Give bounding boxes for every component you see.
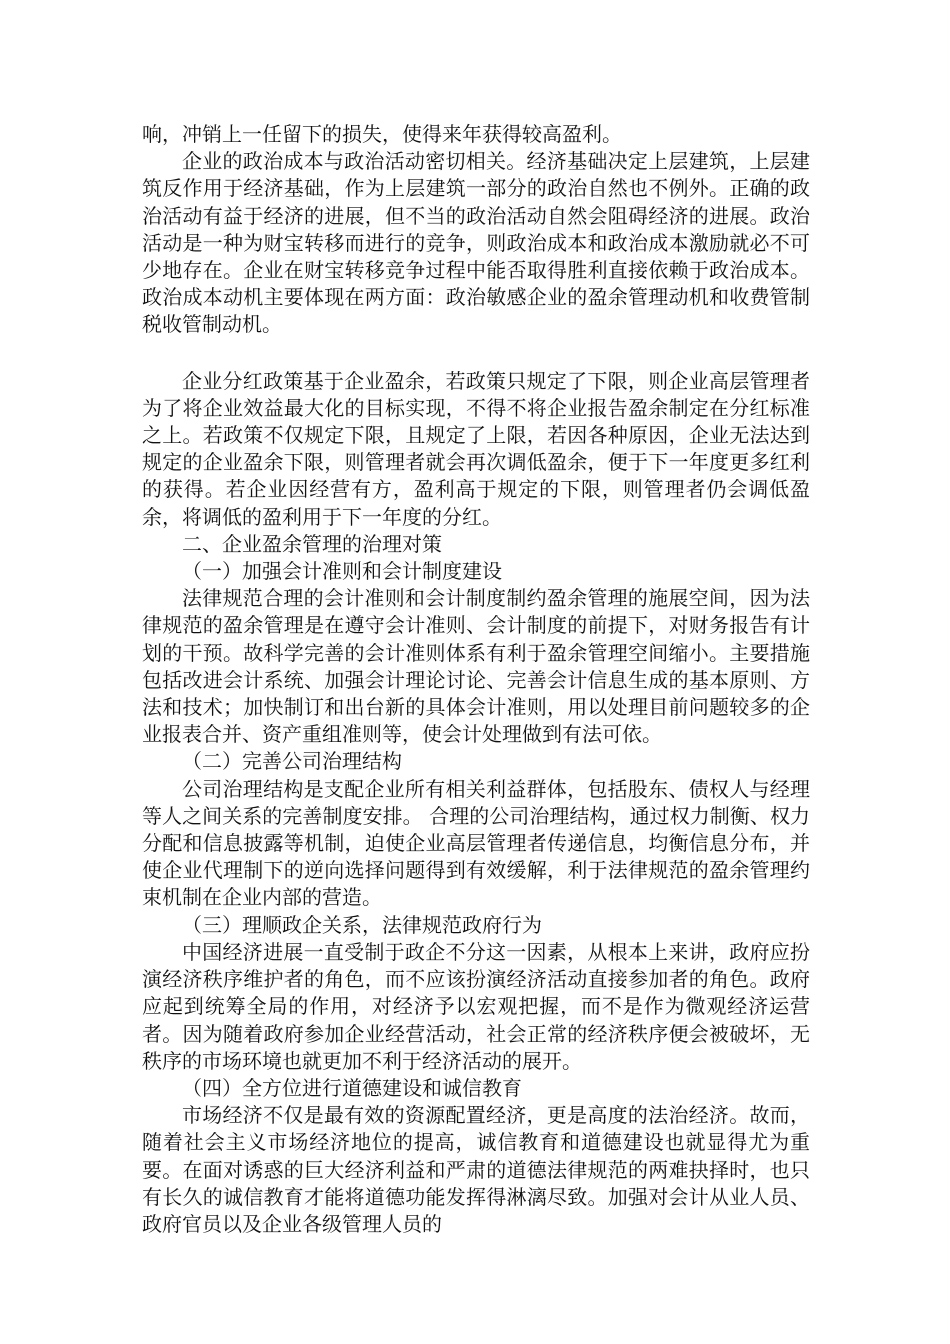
subheading-government-enterprise: （三）理顺政企关系，法律规范政府行为	[182, 912, 542, 937]
paragraph-government-enterprise: 中国经济进展一直受制于政企不分这一因素，从根本上来讲，政府应扮演经济秩序维护者的角色，而不应该扮演经济活动直接参加者的角色。政府应起到统筹全局的作用，对经济予以宏观把握，而不是作为微观经济运营者。因为随着政府参加企业经营活动，社会正常的经济秩序便会被破坏，无秩序的市场环境也就更加不利于经济活动的展开。	[142, 939, 810, 1073]
document-page	[142, 121, 810, 1238]
paragraph-dividend-policy: 企业分红政策基于企业盈余，若政策只规定了下限，则企业高层管理者为了将企业效益最大化的目标实现，不得不将企业报告盈余制定在分红标准之上。若政策不仅规定下限，且规定了上限，若因各种原因，企业无法达到规定的企业盈余下限，则管理者就会再次调低盈余，便于下一年度更多红利的获得。若企业因经营有方，盈利高于规定的下限，则管理者仍会调低盈余，将调低的盈利用于下一年度的分红。	[142, 368, 810, 529]
paragraph-continuation: 响，冲销上一任留下的损失，使得来年获得较高盈利。	[142, 122, 622, 146]
paragraph-political-cost: 企业的政治成本与政治活动密切相关。经济基础决定上层建筑，上层建筑反作用于经济基础，作为上层建筑一部分的政治自然也不例外。正确的政治活动有益于经济的进展，但不当的政治活动自然会阻碍经济的进展。政治活动是一种为财宝转移而进行的竞争，则政治成本和政治成本激励就必不可少地存在。企业在财宝转移竞争过程中能否取得胜利直接依赖于政治成本。政治成本动机主要体现在两方面：政治敏感企业的盈余管理动机和收费管制税收管制动机。	[142, 149, 810, 337]
paragraph-ethics-education: 市场经济不仅是最有效的资源配置经济，更是高度的法治经济。故而，随着社会主义市场经济地位的提高，诚信教育和道德建设也就显得尤为重要。在面对诱惑的巨大经济利益和严肃的道德法律规范的两难抉择时，也只有长久的诚信教育才能将道德功能发挥得淋漓尽致。加强对会计从业人员、政府官员以及企业各级管理人员的	[142, 1103, 810, 1236]
section-heading-governance: 二、企业盈余管理的治理对策	[182, 531, 442, 556]
paragraph-accounting-standards: 法律规范合理的会计准则和会计制度制约盈余管理的施展空间，因为法律规范的盈余管理是在遵守会计准则、会计制度的前提下，对财务报告有计划的干预。故科学完善的会计准则体系有利于盈余管理空间缩小。主要措施包括改进会计系统、加强会计理论讨论、完善会计信息生成的基本原则、方法和技术；加快制订和出台新的具体会计准则，用以处理目前问题较多的企业报表合并、资产重组准则等，使会计处理做到有法可依。	[142, 586, 810, 747]
subheading-accounting-standards: （一）加强会计准则和会计制度建设	[182, 559, 502, 584]
subheading-corporate-governance: （二）完善公司治理结构	[182, 749, 402, 774]
paragraph-corporate-governance: 公司治理结构是支配企业所有相关利益群体，包括股东、债权人与经理等人之间关系的完善制度安排。 合理的公司治理结构，通过权力制衡、权力分配和信息披露等机制，迫使企业高层管理者传递信息，均衡信息分布，并使企业代理制下的逆向选择问题得到有效缓解，利于法律规范的盈余管理约束机制在企业内部的营造。	[142, 776, 810, 910]
subheading-ethics-education: （四）全方位进行道德建设和诚信教育	[182, 1075, 522, 1100]
